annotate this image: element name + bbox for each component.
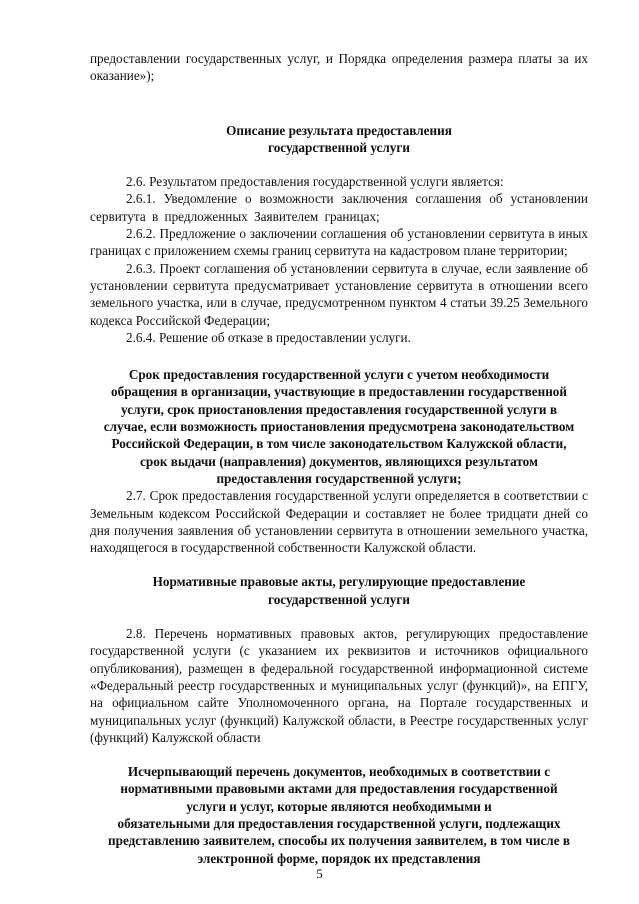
heading-line: услуги и услуг, которые являются необходимыми и — [186, 798, 492, 814]
paragraph-2-6-4: 2.6.4. Решение об отказе в предоставлении услуги. — [126, 329, 411, 345]
intro-tail-paragraph: предоставлении государственных услуг, и Порядка определения размера платы за их оказание»); — [90, 51, 588, 84]
paragraph-2-8: 2.8. Перечень нормативных правовых актов, регулирующих предоставление государственной услуги (с указанием их реквизитов и источников официального опубликования), размещен в федеральной государственной информационной системе «Федеральный реестр государственных и муниципальных услуг (функций)», на ЕПГУ, на официальном сайте Уполномоченного органа, на Портале государственных и муниципальных услуг (функций) Калужской области, в Реестре государственных услуг (функций) Калужской области — [90, 626, 588, 745]
heading-line: услуги, срок приостановления предоставления государственной услуги в — [121, 401, 557, 417]
paragraph-2-6-1: 2.6.1. Уведомление о возможности заключения соглашения об установлении сервитута в предложенных Заявителем границах; — [90, 191, 588, 224]
heading-line: Описание результата предоставления — [226, 122, 452, 138]
heading-acts — [90, 573, 588, 608]
heading-line: Российской Федерации, в том числе законодательством Калужской области, — [111, 436, 567, 452]
page-number: 5 — [316, 866, 323, 881]
heading-line: срок выдачи (направления) документов, являющихся результатом — [140, 453, 538, 469]
heading-line: электронной форме, порядок их представления — [197, 850, 481, 866]
heading-result — [90, 122, 588, 157]
paragraph-2-6: 2.6. Результатом предоставления государственной услуги является: — [126, 174, 504, 190]
heading-line: Исчерпывающий перечень документов, необходимых в соответствии с — [127, 764, 551, 780]
paragraph-2-6-3: 2.6.3. Проект соглашения об установлении сервитута в случае, если заявление об установлении сервитута предусматривает установление сервитута в отношении всего земельного участка, или в случае, предусмотренном пунктом 4 статьи 39.25 Земельного кодекса Российской Федерации; — [90, 260, 588, 328]
heading-line: случае, если возможность приостановления предусмотрена законодательством — [103, 419, 575, 435]
heading-line: обращения в организации, участвующие в предоставлении государственной — [111, 384, 567, 400]
heading-docs — [90, 763, 588, 867]
heading-line: нормативными правовыми актами для предоставления государственной — [120, 781, 558, 797]
heading-line: государственной услуги — [268, 139, 410, 155]
heading-line: Нормативные правовые акты, регулирующие предоставление — [152, 574, 526, 590]
heading-term — [90, 366, 588, 487]
heading-line: предоставления государственной услуги; — [216, 470, 462, 486]
heading-line: государственной услуги — [268, 591, 410, 607]
paragraph-2-6-2: 2.6.2. Предложение о заключении соглашения об установлении сервитута в иных границах с приложением схемы границ сервитута на кадастровом плане территории; — [90, 226, 588, 259]
heading-line: обязательными для предоставления государственной услуги, подлежащих — [117, 815, 561, 831]
heading-line: Срок предоставления государственной услуги с учетом необходимости — [128, 367, 550, 383]
heading-line: представлению заявителем, способы их получения заявителем, в том числе в — [108, 833, 570, 849]
document-page — [90, 50, 588, 867]
paragraph-2-7: 2.7. Срок предоставления государственной услуги определяется в соответствии с Земельным кодексом Российской Федерации и составляет не более тридцати дней со дня получения заявления об установлении сервитута в отношении земельного участка, находящегося в государственной собственности Калужской области. — [90, 488, 588, 556]
